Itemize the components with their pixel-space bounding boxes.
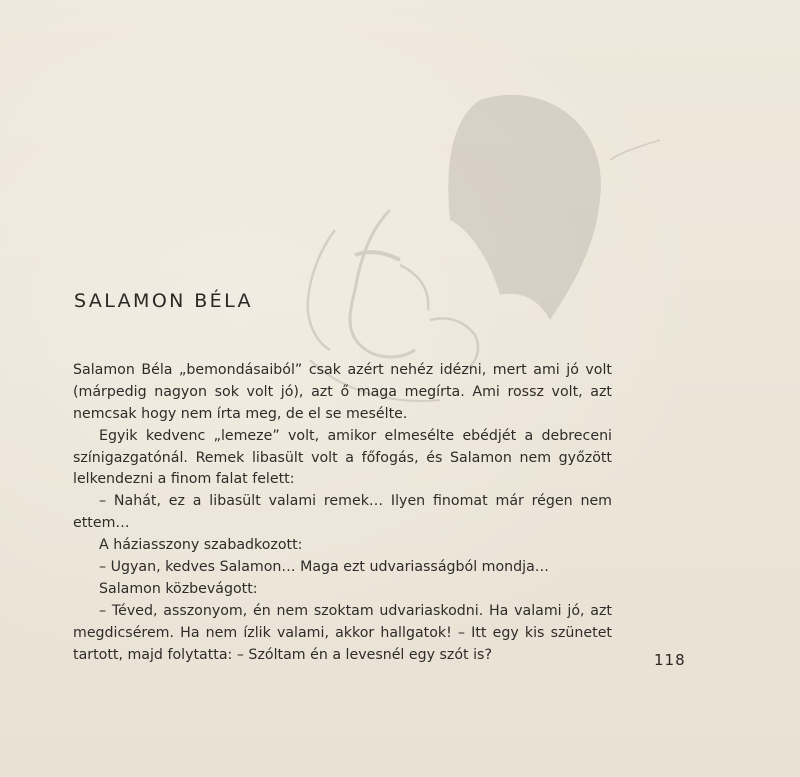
- chapter-body-text: [73, 360, 612, 666]
- text-line: lelkendezni a finom falat felett:: [73, 471, 295, 488]
- text-line: tartott, majd folytatta: – Szóltam én a levesnél egy szót is?: [73, 646, 492, 663]
- text-line: színigazgatónál. Remek libasült volt a főfogás, és Salamon nem győzött: [73, 449, 612, 466]
- text-line: megdicsérem. Ha nem ízlik valami, akkor hallgatok! – Itt egy kis szünetet: [73, 624, 612, 641]
- chapter-title: SALAMON BÉLA: [74, 290, 253, 312]
- page-number: 118: [654, 651, 686, 669]
- text-line: – Ugyan, kedves Salamon… Maga ezt udvariasságból mondja…: [99, 559, 549, 576]
- text-line: Egyik kedvenc „lemeze” volt, amikor elmesélte ebédjét a debreceni: [99, 427, 612, 444]
- text-line: (márpedig nagyon sok volt jó), azt ő maga megírta. Ami rossz volt, azt: [73, 383, 612, 400]
- text-line: – Nahát, ez a libasült valami remek… Ilyen finomat már régen nem: [99, 493, 612, 510]
- text-line: Salamon Béla „bemondásaiból” csak azért nehéz idézni, mert ami jó volt: [73, 362, 612, 378]
- text-line: ettem…: [73, 515, 130, 532]
- text-line: nemcsak hogy nem írta meg, de el se mesélte.: [73, 405, 408, 422]
- text-line: Salamon közbevágott:: [99, 580, 258, 597]
- text-line: – Téved, asszonyom, én nem szoktam udvariaskodni. Ha valami jó, azt: [99, 602, 612, 619]
- text-line: A háziasszony szabadkozott:: [99, 537, 303, 554]
